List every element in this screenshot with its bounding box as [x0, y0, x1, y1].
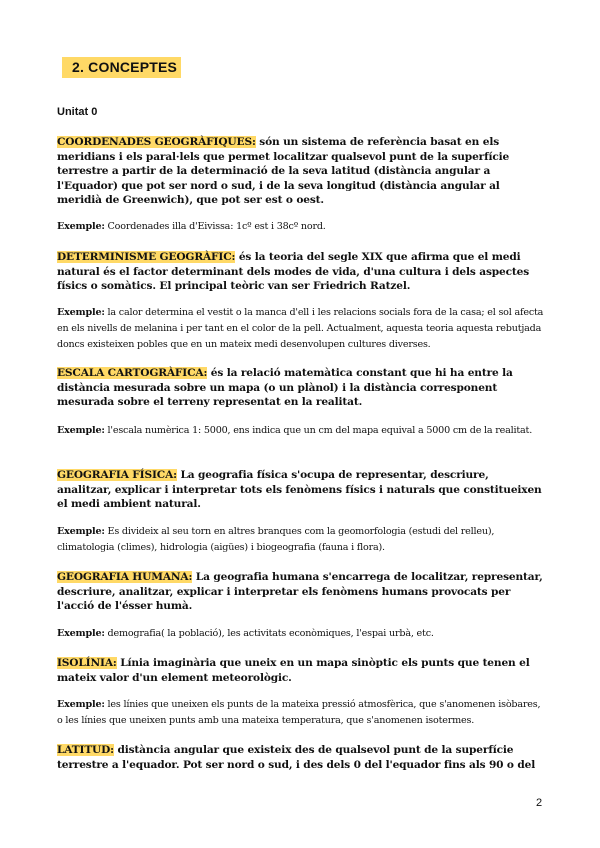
definition-isolinia [57, 656, 545, 685]
example-escala [57, 423, 547, 439]
definition-determinisme [57, 250, 545, 294]
example-determinisme [57, 305, 547, 353]
example-text: Es divideix al seu torn en altres branques com la geomorfologia (estudi del relleu), climatologia (climes), hidrologia (aigües) i biogeografia (fauna i flora). [57, 526, 495, 553]
example-label: Exemple: [57, 425, 105, 436]
example-label: Exemple: [57, 699, 105, 710]
term-latitud: LATITUD: [57, 744, 114, 756]
example-label: Exemple: [57, 221, 105, 232]
section-title: 2. CONCEPTES [62, 57, 181, 78]
example-text: les línies que uneixen els punts de la mateixa pressió atmosfèrica, que s'anomenen isòbares, o les línies que uneixen punts amb una mateixa temperatura, que s'anomenen isotermes. [57, 699, 541, 726]
term-determinisme: DETERMINISME GEOGRÀFIC: [57, 251, 236, 263]
definition-text: distància angular que existeix des de qualsevol punt de la superfície terrestre a l'equador. Pot ser nord o sud, i des dels 0 del l'equador fins als 90 o del [57, 744, 536, 771]
definition-coordenades [57, 135, 545, 208]
example-text: Coordenades illa d'Eivissa: 1cº est i 38cº nord. [104, 221, 326, 232]
definition-text: és la teoria del segle XIX que afirma que el medi natural és el factor determinant dels modes de vida, d'una cultura i dels aspectes físics o somàtics. El principal teòric van ser Friedrich Ratzel. [57, 251, 530, 293]
definition-text: La geografia física s'ocupa de representar, descriure, analitzar, explicar i interpretar tots els fenòmens físics i naturals que constitueixen el medi ambient natural. [57, 469, 542, 511]
definition-text: La geografia humana s'encarrega de localitzar, representar, descriure, analitzar, explicar i interpretar els fenòmens humans provocats per l'acció de l'ésser humà. [57, 571, 543, 613]
example-label: Exemple: [57, 526, 105, 537]
unit-heading: Unitat 0 [57, 106, 98, 118]
term-geografia-fisica: GEOGRAFIA FÍSICA: [57, 469, 177, 481]
example-coordenades [57, 219, 547, 235]
term-escala: ESCALA CARTOGRÀFICA: [57, 367, 208, 379]
example-label: Exemple: [57, 628, 105, 639]
example-text: la calor determina el vestit o la manca d'ell i les relacions socials fora de la casa; el sol afecta en els nivells de melanina i per tant en el color de la pell. Actualment, aquesta teoria aquesta rebutjada doncs existeixen pobles que en un mateix medi desenvolupen cultures diverses. [57, 307, 544, 350]
definition-text: són un sistema de referència basat en els meridians i els paral·lels que permet localitzar qualsevol punt de la superfície terrestre a partir de la determinació de la seva latitud (distància angular a l'Equador) que pot ser nord o sud, i de la seva longitud (distància angular al meridià de Greenwich), que pot ser est o oest. [57, 136, 510, 207]
example-isolinia [57, 697, 547, 729]
page-number: 2 [536, 797, 543, 809]
definition-text: Línia imaginària que uneix en un mapa sinòptic els punts que tenen el mateix valor d'un element meteorològic. [57, 657, 530, 684]
definition-geografia-humana [57, 570, 545, 614]
term-geografia-humana: GEOGRAFIA HUMANA: [57, 571, 193, 583]
example-geografia-humana [57, 626, 547, 642]
example-text: l'escala numèrica 1: 5000, ens indica que un cm del mapa equival a 5000 cm de la realitat. [104, 425, 533, 436]
term-isolinia: ISOLÍNIA: [57, 657, 117, 669]
example-geografia-fisica [57, 524, 547, 556]
definition-text: és la relació matemàtica constant que hi ha entre la distància mesurada sobre un mapa (o un plànol) i la distància corresponent mesurada sobre el terreny representat en la realitat. [57, 367, 513, 409]
example-text: demografia( la població), les activitats econòmiques, l'espai urbà, etc. [104, 628, 434, 639]
definition-latitud [57, 743, 545, 772]
term-coordenades: COORDENADES GEOGRÀFIQUES: [57, 136, 256, 148]
definition-geografia-fisica [57, 468, 545, 512]
example-label: Exemple: [57, 307, 105, 318]
definition-escala [57, 366, 545, 410]
